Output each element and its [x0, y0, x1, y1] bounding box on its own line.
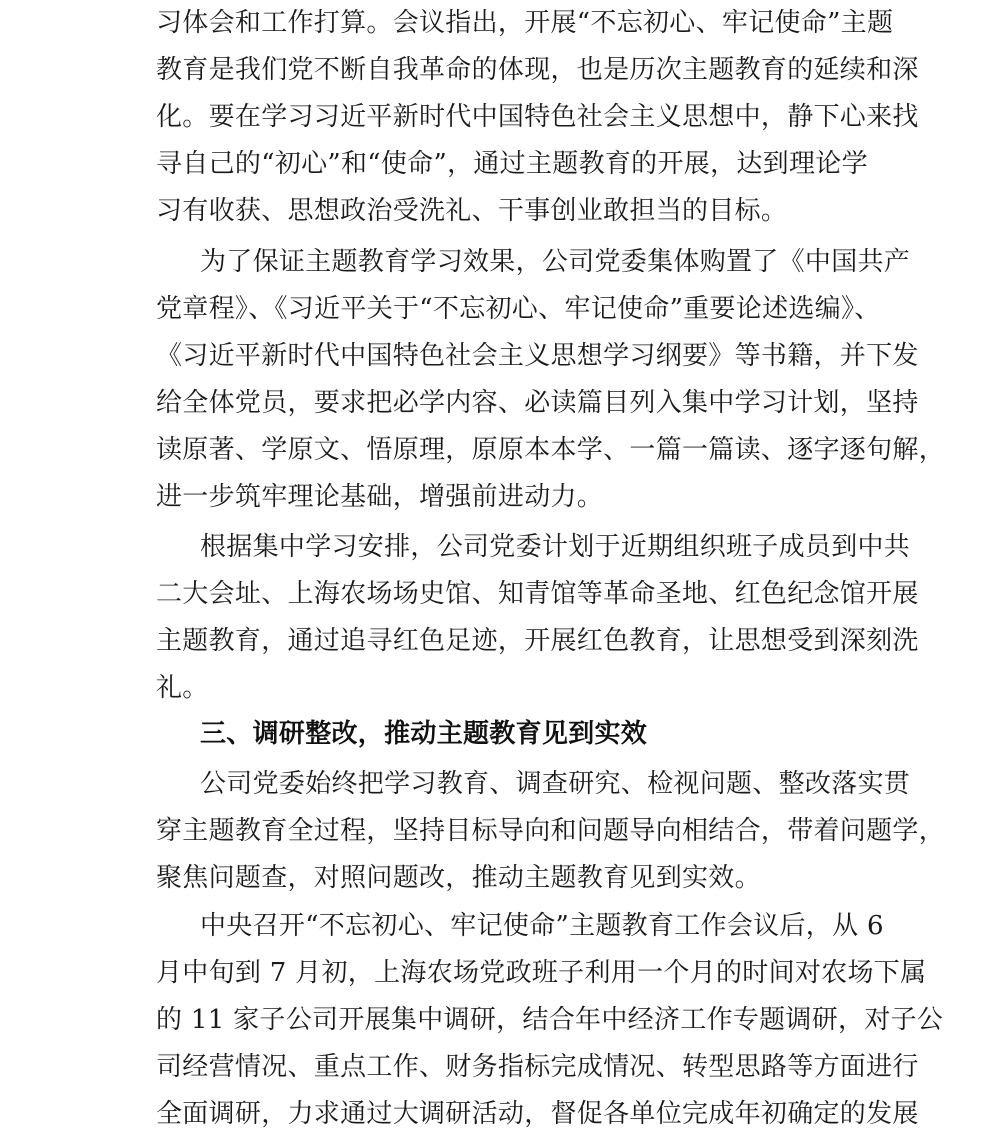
text-line: 聚焦问题查，对照问题改，推动主题教育见到实效。 [156, 863, 761, 893]
text-line: 二大会址、上海农场场史馆、知青馆等革命圣地、红色纪念馆开展 [156, 579, 919, 609]
text-line: 习有收获、思想政治受洗礼、干事创业敢担当的目标。 [156, 196, 788, 226]
paragraph-first-line: 为了保证主题教育学习效果，公司党委集体购置了《中国共产 [200, 247, 911, 277]
text-line: 习体会和工作打算。会议指出，开展“不忘初心、牢记使命”主题 [156, 8, 894, 38]
text-line: 主题教育，通过追寻红色足迹，开展红色教育，让思想受到深刻洗 [156, 626, 919, 656]
text-line: 的 11 家子公司开展集中调研，结合年中经济工作专题调研，对子公 [156, 1005, 944, 1035]
section-heading: 三、调研整改，推动主题教育见到实效 [200, 719, 648, 749]
text-line: 司经营情况、重点工作、财务指标完成情况、转型思路等方面进行 [156, 1052, 919, 1082]
paragraph-first-line: 根据集中学习安排，公司党委计划于近期组织班子成员到中共 [200, 532, 911, 562]
text-line: 寻自己的“初心”和“使命”，通过主题教育的开展，达到理论学 [156, 149, 868, 179]
paragraph-first-line: 中央召开“不忘初心、牢记使命”主题教育工作会议后，从 6 [200, 911, 884, 941]
text-line: 给全体党员，要求把必学内容、必读篇目列入集中学习计划，坚持 [156, 388, 919, 418]
text-line: 穿主题教育全过程，坚持目标导向和问题导向相结合，带着问题学， [156, 816, 946, 846]
text-line: 读原著、学原文、悟原理，原原本本学、一篇一篇读、逐字逐句解， [156, 435, 946, 465]
text-line: 《习近平新时代中国特色社会主义思想学习纲要》等书籍，并下发 [156, 341, 919, 371]
paragraph-first-line: 公司党委始终把学习教育、调查研究、检视问题、整改落实贯 [200, 769, 911, 799]
text-line: 教育是我们党不断自我革命的体现，也是历次主题教育的延续和深 [156, 55, 919, 85]
text-line: 礼。 [156, 673, 209, 703]
text-line: 全面调研，力求通过大调研活动，督促各单位完成年初确定的发展 [156, 1099, 919, 1129]
text-line: 月中旬到 7 月初，上海农场党政班子利用一个月的时间对农场下属 [156, 958, 927, 988]
text-line: 进一步筑牢理论基础，增强前进动力。 [156, 482, 604, 512]
text-line: 化。要在学习习近平新时代中国特色社会主义思想中，静下心来找 [156, 102, 919, 132]
text-line: 党章程》、《习近平关于“不忘初心、牢记使命”重要论述选编》、 [156, 294, 881, 324]
